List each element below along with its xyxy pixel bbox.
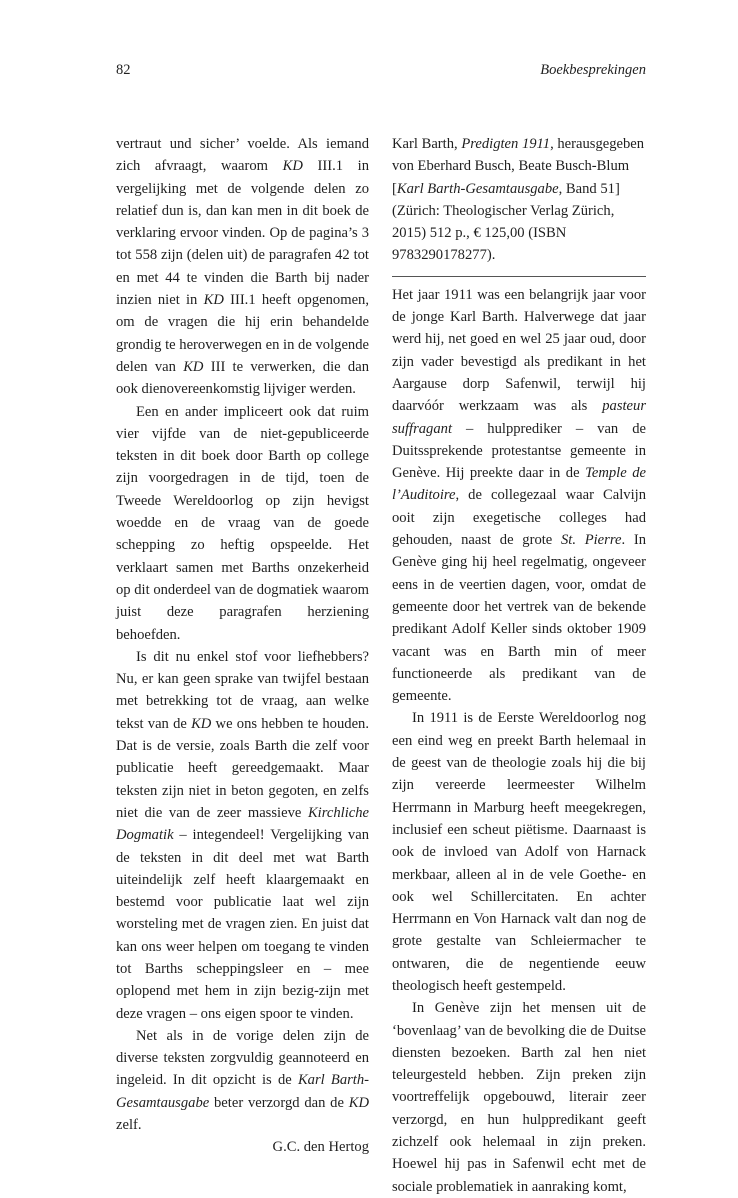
italic-text: KD (183, 358, 204, 375)
text-run: Het jaar 1911 was een belangrijk jaar voor de jonge Karl Barth. Halverwege dat jaar werd hij, net goed en wel 25 jaar oud, door zijn vader bevestigd als predikant in het Aargause dorp Safenwil, terwijl hij daarvóór werkzaam was als (392, 286, 646, 415)
italic-text: Karl Barth-Gesamtausgabe (116, 1072, 370, 1111)
paragraph (392, 284, 646, 708)
italic-text: Temple de l’Auditoire (392, 465, 646, 504)
paragraph (116, 646, 369, 1025)
text-run: , herausgegeben von Eberhard Busch, Beate Busch-Blum [ (392, 136, 645, 197)
text-run: , de collegezaal waar Calvijn ooit zijn exegetische colleges had gehouden, naast de grote (392, 487, 646, 549)
text-run: In Genève zijn het mensen uit de ‘bovenlaag’ van de bevolking die de Duitse diensten bezoeken. Barth zal hen niet teleurgesteld hebben. Zijn preken zijn voortreffelijk opgebouwd, literair zeer verzorgd, en hun hulppredikant geeft zichzelf ook helemaal in zijn preken. Hoewel hij pas in Safenwil echt met de sociale problematiek in aanraking komt, (392, 1000, 646, 1195)
running-header (116, 62, 646, 82)
text-run: – hulpprediker – van de Duitssprekende protestantse gemeente in Genève. Hij preekte daar in de (392, 420, 646, 482)
text-run: , Band 51] (Zürich: Theologischer Verlag Zürich, 2015) 512 p., € 125,00 (ISBN 9783290178277). (392, 180, 620, 264)
text-run: we ons hebben te houden. Dat is de versie, zoals Barth die zelf voor publicatie heeft gereedgemaakt. Maar teksten zijn niet in beton gegoten, en zelfs niet die van de zeer massieve (116, 715, 369, 821)
right-column (392, 133, 646, 1198)
text-run: Is dit nu enkel stof voor liefhebbers? Nu, er kan geen sprake van twijfel bestaan met betrekking tot de vraag, aan welke tekst van de (116, 648, 369, 732)
text-run: zelf. (116, 1117, 142, 1134)
text-run: In 1911 is de Eerste Wereldoorlog nog een eind weg en preekt Barth helemaal in de geest van de theologie zoals hij die bij zijn vereerde leermeester Wilhelm Herrmann in Marburg heeft meegekregen, inclusief een scheut piëtisme. Daarnaast is ook de invloed van Adolf von Harnack merkbaar, alleen al in de vele Goethe- en ook wel Schillercitaten. En achter Herrmann en Von Harnack valt dan nog de grote gestalte van Schleiermacher te ontwaren, die de negentiende eeuw theologisch heeft gestempeld. (392, 710, 646, 994)
paragraph (116, 1025, 369, 1136)
italic-text: Kirchliche Dogmatik (116, 804, 369, 844)
text-run: . In Genève ging hij heel regelmatig, ongeveer eens in de veertien dagen, voor, omdat de gemeente door het vertrek van de bekende predikant Adolf Keller sinds oktober 1909 vacant was en Barth min of meer functioneerde als predikant van de gemeente. (392, 532, 646, 705)
text-run: Net als in de vorige delen zijn de diverse teksten zorgvuldig geannoteerd en ingeleid. In dit opzicht is de (116, 1027, 369, 1089)
text-run: vertraut und sicher’ voelde. Als iemand zich afvraagt, waarom (116, 136, 369, 175)
italic-text: Karl Barth-Gesamtausgabe (396, 180, 559, 197)
paragraph (392, 997, 646, 1198)
book-citation (392, 133, 646, 267)
text-run: III.1 heeft opgenomen, om de vragen die hij erin behandelde grondig te heroverwegen en in de volgende delen van (116, 292, 369, 375)
text-run: – integendeel! Vergelijking van de teksten in dit deel met wat Barth uiteindelijk zelf heeft klaargemaakt en bestemd voor publicatie laat wel zijn worsteling met de vragen zien. En juist dat kan ons weer helpen om toegang te vinden tot Barths scheppingsleer en – mee oplopend met hem in zijn bezig-zijn met deze vragen – ons eigen spoor te vinden. (116, 827, 369, 1022)
text-run: Een en ander impliceert ook dat ruim vier vijfde van de niet-gepubliceerde teksten in dit boek door Barth op college zijn voorgedragen in de tijd, toen de Tweede Wereldoorlog op zijn hevigst woedde en de vraag van de goede schepping zo heftig opspeelde. Het verklaart samen met Barths onzekerheid op dit onderdeel van de dogmatiek waarom juist deze paragrafen herziening behoefden. (116, 403, 369, 643)
text-run: Karl Barth, (392, 136, 462, 152)
paragraph (116, 401, 369, 646)
italic-text: pasteur suffragant (392, 398, 646, 437)
page-number: 82 (116, 62, 131, 78)
paragraph (116, 133, 369, 401)
review-signature: G.C. den Hertog (272, 1139, 369, 1156)
italic-text: KD (191, 715, 212, 732)
divider (392, 276, 646, 277)
italic-text: KD (348, 1094, 369, 1111)
italic-text: KD (282, 158, 303, 175)
paragraph (392, 707, 646, 997)
left-column (116, 133, 369, 1159)
text-run: III te verwerken, die dan ook dienovereenkomstig lijviger werden. (116, 358, 369, 398)
italic-text: St. Pierre (561, 532, 622, 549)
italic-text: KD (203, 292, 224, 309)
text-run: III.1 in vergelijking met de volgende delen zo relatief dun is, dan kan men in dit boek de verklaring ervoor vinden. Op de pagina’s 3 tot 558 zijn (delen uit) de paragrafen 42 tot en met 44 te vinden die Barth bij nader inzien niet in (116, 158, 369, 309)
text-run: beter verzorgd dan de (209, 1094, 349, 1111)
italic-text: Predigten 1911 (461, 136, 551, 152)
section-title: Boekbesprekingen (540, 62, 646, 78)
